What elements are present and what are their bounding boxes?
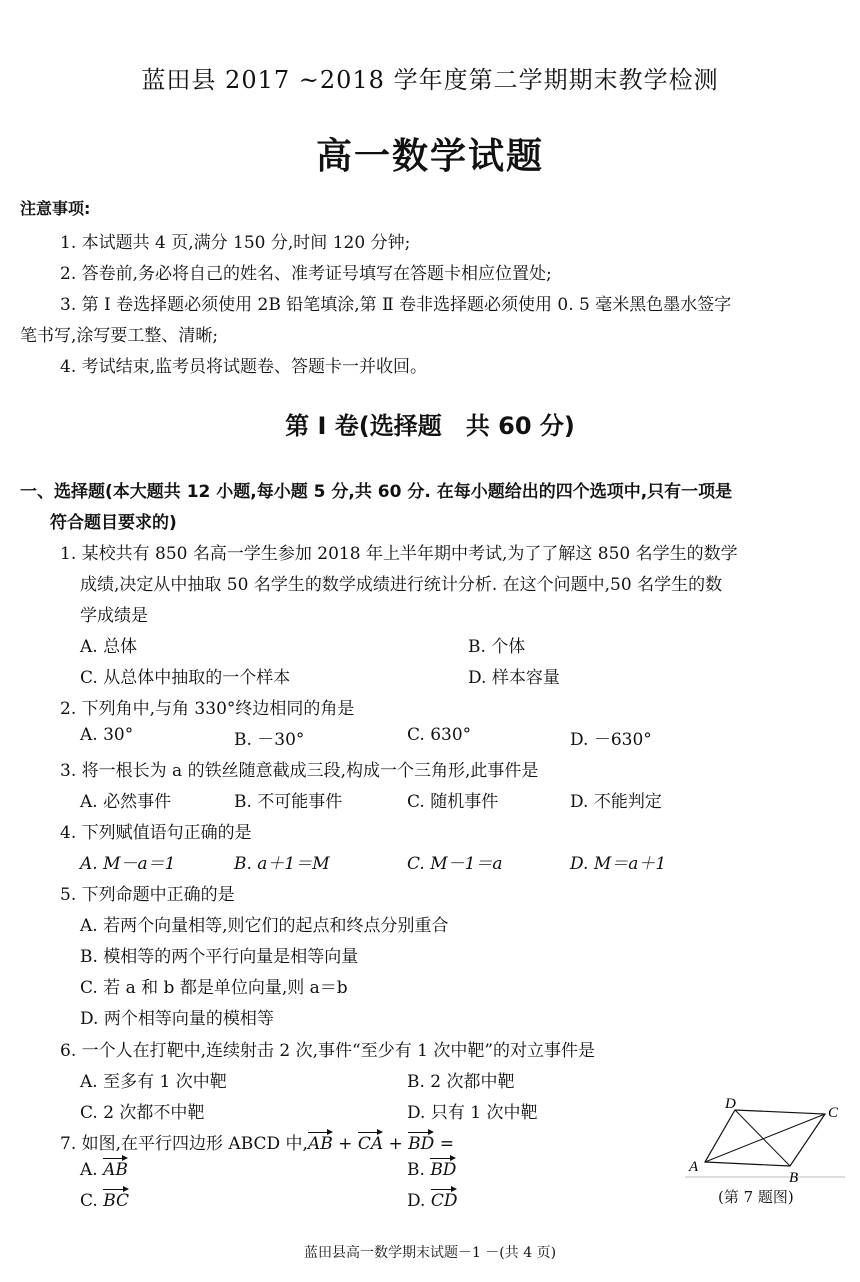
- option-c: C. 若 a 和 b 都是单位向量,则 a＝b: [80, 978, 348, 998]
- vector-bc: BC: [103, 1191, 130, 1211]
- option-c: C. 630°: [407, 725, 472, 745]
- question-stem: 2. 下列角中,与角 330°终边相同的角是: [60, 699, 355, 719]
- option-a: A. M－a＝1: [80, 854, 176, 874]
- vertex-b-label: B: [789, 1170, 799, 1182]
- vertex-a-label: A: [689, 1159, 699, 1175]
- notice-item: 1. 本试题共 4 页,满分 150 分,时间 120 分钟;: [60, 233, 411, 253]
- notice-item: 4. 考试结束,监考员将试题卷、答题卡一并收回。: [60, 357, 428, 377]
- vertex-c-label: C: [828, 1105, 839, 1121]
- vector-cd: CD: [430, 1191, 458, 1211]
- diagonal-ac: [705, 1114, 825, 1162]
- option-b: B. 模相等的两个平行向量是相等向量: [80, 947, 359, 967]
- question-stem: 4. 下列赋值语句正确的是: [60, 823, 252, 843]
- option-d: D. 两个相等向量的模相等: [80, 1009, 274, 1029]
- part-heading-line: 符合题目要求的): [50, 513, 177, 533]
- exam-title: 蓝田县 2017 ~2018 学年度第二学期期末教学检测: [141, 66, 719, 94]
- option-b: B. 个体: [468, 637, 526, 657]
- option-label: A.: [80, 1160, 104, 1180]
- option-a: A. 必然事件: [80, 792, 172, 812]
- option-c: [80, 1191, 129, 1211]
- option-d: D. M＝a＋1: [570, 854, 667, 874]
- notice-item: 2. 答卷前,务必将自己的姓名、准考证号填写在答题卡相应位置处;: [60, 264, 552, 284]
- option-b: B. 不可能事件: [234, 792, 343, 812]
- parallelogram-figure: [685, 1092, 845, 1182]
- option-c: C. 从总体中抽取的一个样本: [80, 668, 291, 688]
- vertex-d-label: D: [725, 1096, 736, 1112]
- option-label: B.: [407, 1160, 431, 1180]
- notice-item: 3. 第 Ⅰ 卷选择题必须使用 2B 铅笔填涂,第 Ⅱ 卷非选择题必须使用 0. 5 毫米黑色墨水签字: [60, 295, 732, 315]
- notice-heading: 注意事项:: [20, 199, 91, 218]
- option-a: A. 若两个向量相等,则它们的起点和终点分别重合: [80, 916, 449, 936]
- option-d: D. 样本容量: [468, 668, 560, 688]
- question-stem-text: 7. 如图,在平行四边形 ABCD 中,: [60, 1134, 308, 1154]
- option-b: B. 2 次都中靶: [407, 1072, 515, 1092]
- option-label: C.: [80, 1191, 104, 1211]
- option-b: [407, 1160, 456, 1180]
- exam-subtitle: 高一数学试题: [315, 136, 544, 177]
- vector-bd: BD: [408, 1134, 435, 1154]
- question-stem: 成绩,决定从中抽取 50 名学生的数学成绩进行统计分析. 在这个问题中,50 名学生的数: [80, 575, 723, 595]
- notice-item: 笔书写,涂写要工整、清晰;: [20, 326, 219, 346]
- vector-ab: AB: [103, 1160, 128, 1180]
- option-a: A. 30°: [80, 725, 134, 745]
- diagonal-bd: [735, 1110, 790, 1166]
- question-stem: 7. 如图,在平行四边形 ABCD 中,AB + CA + BD =: [60, 1134, 454, 1154]
- question-stem: 5. 下列命题中正确的是: [60, 885, 235, 905]
- option-b: B. a＋1＝M: [234, 854, 330, 874]
- question-stem: 3. 将一根长为 a 的铁丝随意截成三段,构成一个三角形,此事件是: [60, 761, 539, 781]
- vector-bd: BD: [430, 1160, 457, 1180]
- option-c: C. 2 次都不中靶: [80, 1103, 205, 1123]
- figure-caption: (第 7 题图): [718, 1188, 794, 1206]
- part-heading-line: 一、选择题(本大题共 12 小题,每小题 5 分,共 60 分. 在每小题给出的四个选项中,只有一项是: [20, 482, 733, 502]
- option-d: [407, 1191, 457, 1211]
- option-b: B. －30°: [234, 730, 305, 750]
- option-a: A. 至多有 1 次中靶: [80, 1072, 227, 1092]
- page-footer: 蓝田县高一数学期末试题－1 －(共 4 页): [303, 1245, 557, 1261]
- option-a: [80, 1160, 128, 1180]
- option-d: D. －630°: [570, 730, 652, 750]
- vector-ca: CA: [357, 1134, 384, 1154]
- option-label: D.: [407, 1191, 431, 1211]
- option-d: D. 不能判定: [570, 792, 662, 812]
- question-stem: 学成绩是: [80, 606, 148, 626]
- question-stem: 1. 某校共有 850 名高一学生参加 2018 年上半年期中考试,为了了解这 850 名学生的数学: [60, 544, 738, 564]
- vector-ab: AB: [307, 1134, 333, 1154]
- section-title: 第 Ⅰ 卷(选择题 共 60 分): [285, 412, 575, 440]
- option-c: C. 随机事件: [407, 792, 499, 812]
- option-a: A. 总体: [80, 637, 138, 657]
- option-c: C. M－1＝a: [407, 854, 503, 874]
- option-d: D. 只有 1 次中靶: [407, 1103, 538, 1123]
- question-stem: 6. 一个人在打靶中,连续射击 2 次,事件“至少有 1 次中靶”的对立事件是: [60, 1041, 596, 1061]
